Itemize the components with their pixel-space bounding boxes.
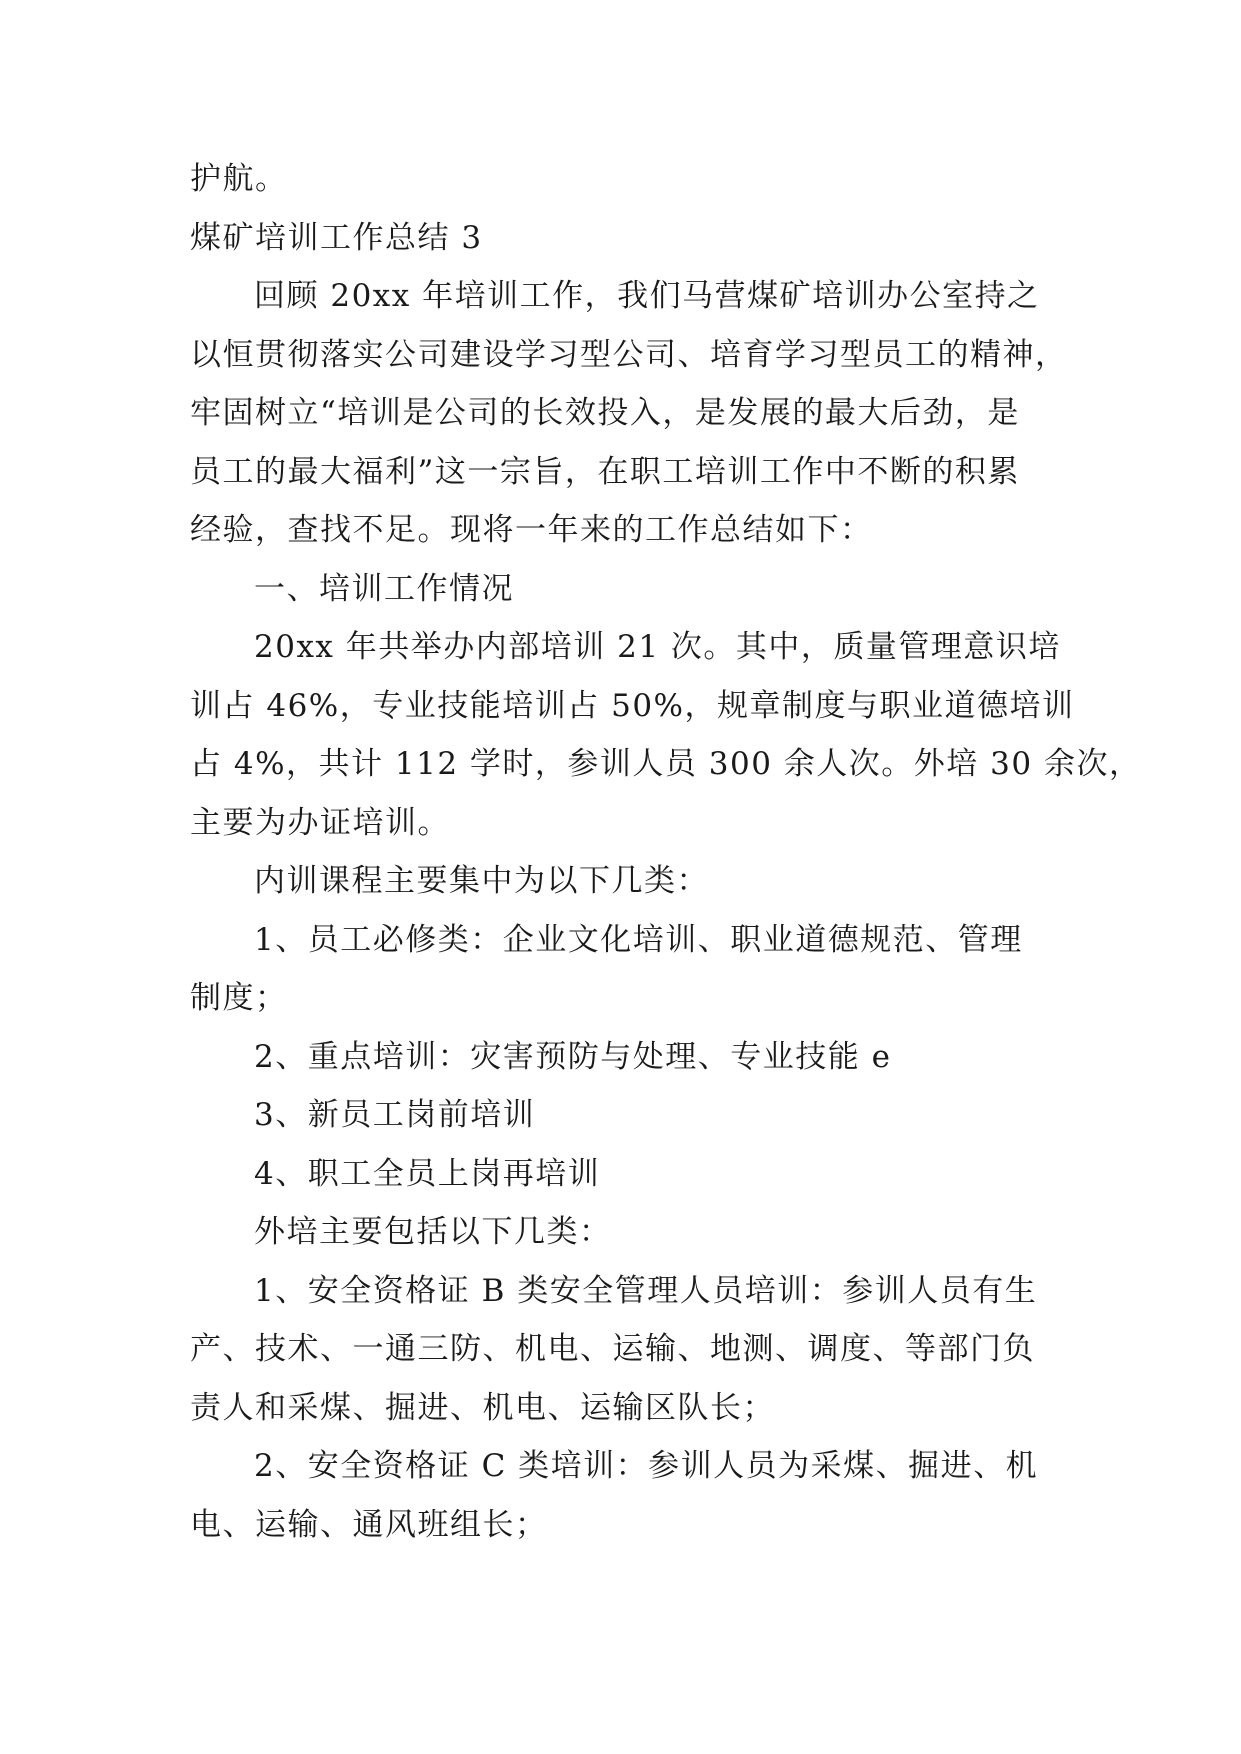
document-page xyxy=(190,150,1142,1554)
text-line: 主要为办证培训。 xyxy=(190,804,450,841)
text-line: 责人和采煤、掘进、机电、运输区队长； xyxy=(190,1389,775,1426)
text-line: 护航。 xyxy=(190,161,288,197)
text-line: 回顾 20xx 年培训工作，我们马营煤矿培训办公室持之 xyxy=(254,278,1040,314)
list-item: 2、安全资格证 C 类培训：参训人员为采煤、掘进、机 xyxy=(254,1448,1039,1484)
text-line: 20xx 年共举办内部培训 21 次。其中，质量管理意识培 xyxy=(254,629,1061,665)
text-line: 电、运输、通风班组长； xyxy=(190,1506,548,1543)
text-line: 经验，查找不足。现将一年来的工作总结如下： xyxy=(190,512,873,548)
text-line: 外培主要包括以下几类： xyxy=(254,1214,612,1250)
text-line: 员工的最大福利”这一宗旨，在职工培训工作中不断的积累 xyxy=(190,453,1020,490)
text-line: 产、技术、一通三防、机电、运输、地测、调度、等部门负 xyxy=(190,1331,1035,1367)
list-item: 1、安全资格证 B 类安全管理人员培训：参训人员有生 xyxy=(254,1272,1038,1309)
text-line: 内训课程主要集中为以下几类： xyxy=(254,863,709,899)
text-line: 以恒贯彻落实公司建设学习型公司、培育学习型员工的精神， xyxy=(190,336,1068,373)
list-item: 2、重点培训：灾害预防与处理、专业技能 e xyxy=(254,1038,892,1075)
text-line: 训占 46%，专业技能培训占 50%，规章制度与职业道德培训 xyxy=(190,687,1075,724)
text-line: 牢固树立“培训是公司的长效投入，是发展的最大后劲，是 xyxy=(190,395,1020,431)
section-heading: 一、培训工作情况 xyxy=(254,570,514,607)
list-item: 1、员工必修类：企业文化培训、职业道德规范、管理 xyxy=(254,921,1023,958)
text-line: 占 4%，共计 112 学时，参训人员 300 余人次。外培 30 余次， xyxy=(190,746,1142,782)
list-item: 4、职工全员上岗再培训 xyxy=(254,1155,601,1192)
text-line: 制度； xyxy=(190,980,288,1016)
list-item: 3、新员工岗前培训 xyxy=(254,1097,536,1133)
section-title: 煤矿培训工作总结 3 xyxy=(190,219,483,256)
